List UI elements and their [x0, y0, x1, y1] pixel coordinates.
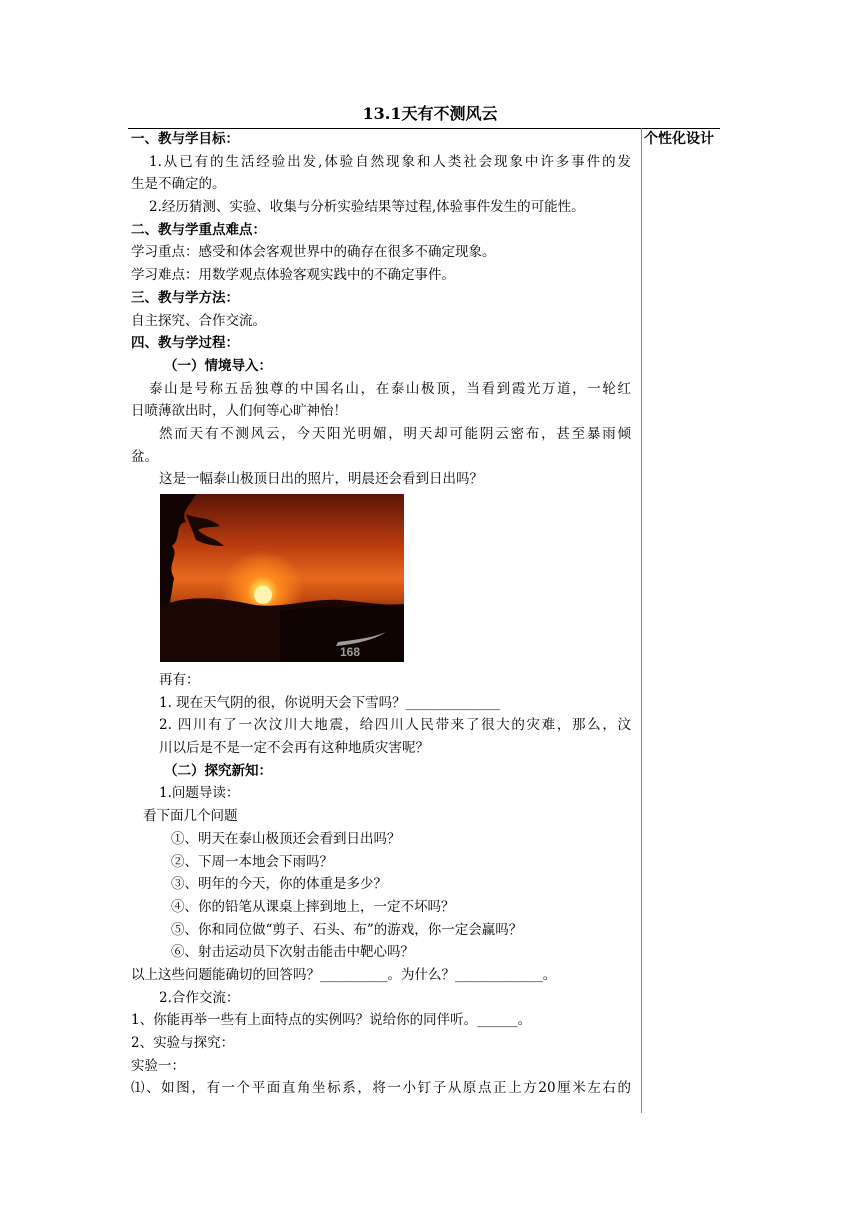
paragraph-line: 2.合作交流：	[159, 989, 240, 1006]
list-item: 2. 四川有了一次汶川大地震，给四川人民带来了很大的灾难，那么，汶	[159, 717, 631, 734]
paragraph-line: 再有：	[159, 672, 200, 688]
paragraph-line: 学习重点：感受和体会客观世界中的确存在很多不确定现象。	[131, 244, 496, 261]
question-item: ①、明天在泰山极顶还会看到日出吗？	[171, 830, 401, 847]
question-item: ⑥、射击运动员下次射击能击中靶心吗？	[171, 944, 414, 961]
section-heading: 三、教与学方法：	[131, 289, 239, 306]
question-item: ④、你的铅笔从课桌上摔到地上，一定不坏吗？	[171, 898, 455, 915]
paragraph-line: 日喷薄欲出时，人们何等心旷神怡！	[131, 403, 347, 420]
side-column-label: 个性化设计	[644, 131, 714, 147]
question-item: ③、明年的今天，你的体重是多少？	[171, 876, 387, 893]
paragraph-line: 学习难点：用数学观点体验客观实践中的不确定事件。	[131, 267, 455, 284]
paragraph-line: 然而天有不测风云，今天阳光明媚，明天却可能阴云密布，甚至暴雨倾	[159, 425, 631, 442]
paragraph-line: ⑴、如图，有一个平面直角坐标系，将一小钉子从原点正上方20厘米左右的	[131, 1080, 631, 1097]
subsection-heading: （一）情境导入：	[164, 357, 272, 374]
section-heading: 二、教与学重点难点：	[131, 221, 266, 238]
paragraph-line: 以上这些问题能确切的回答吗？__________。为什么？_____________。	[131, 966, 557, 983]
paragraph-line: 实验一：	[131, 1057, 185, 1074]
column-divider	[641, 128, 642, 1113]
paragraph-line: 2.经历猜测、实验、收集与分析实验结果等过程,体验事件发生的可能性。	[149, 199, 585, 216]
subsection-heading: （二）探究新知：	[164, 762, 272, 779]
section-heading: 四、教与学过程：	[131, 335, 239, 352]
sun	[254, 586, 272, 604]
page-title: 13.1天有不测风云	[362, 104, 498, 123]
paragraph-line: 盆。	[131, 448, 158, 465]
question-item: ②、下周一本地会下雨吗？	[171, 853, 333, 870]
paragraph-line: 生是不确定的。	[131, 176, 226, 193]
photo-container	[131, 491, 631, 669]
paragraph-line: 1.问题导读：	[159, 785, 240, 802]
paragraph-line: 1、你能再举一些有上面特点的实例吗？说给你的同伴听。______。	[131, 1012, 532, 1029]
paragraph-line: 看下面几个问题	[143, 808, 238, 825]
question-item: ⑤、你和同位做“剪子、石头、布”的游戏，你一定会赢吗？	[171, 921, 523, 938]
sunrise-photo	[160, 494, 404, 662]
paragraph-line: 自主探究、合作交流。	[131, 312, 266, 329]
paragraph-line: 泰山是号称五岳独尊的中国名山，在泰山极顶，当看到霞光万道，一轮红	[149, 380, 631, 397]
watermark-text: 168	[340, 645, 361, 659]
photo-caption: 这是一幅泰山极顶日出的照片，明晨还会看到日出吗？	[159, 471, 483, 488]
paragraph-line: 1.从已有的生活经验出发,体验自然现象和人类社会现象中许多事件的发	[149, 153, 631, 170]
list-item: 1. 现在天气阴的很，你说明天会下雪吗？______________	[159, 694, 501, 711]
lesson-content	[131, 128, 631, 1100]
list-item: 川以后是不是一定不会再有这种地质灾害呢？	[159, 740, 429, 757]
paragraph-line: 2、实验与探究：	[131, 1035, 235, 1051]
branch-silhouette	[186, 514, 224, 546]
section-heading: 一、教与学目标：	[131, 131, 239, 147]
